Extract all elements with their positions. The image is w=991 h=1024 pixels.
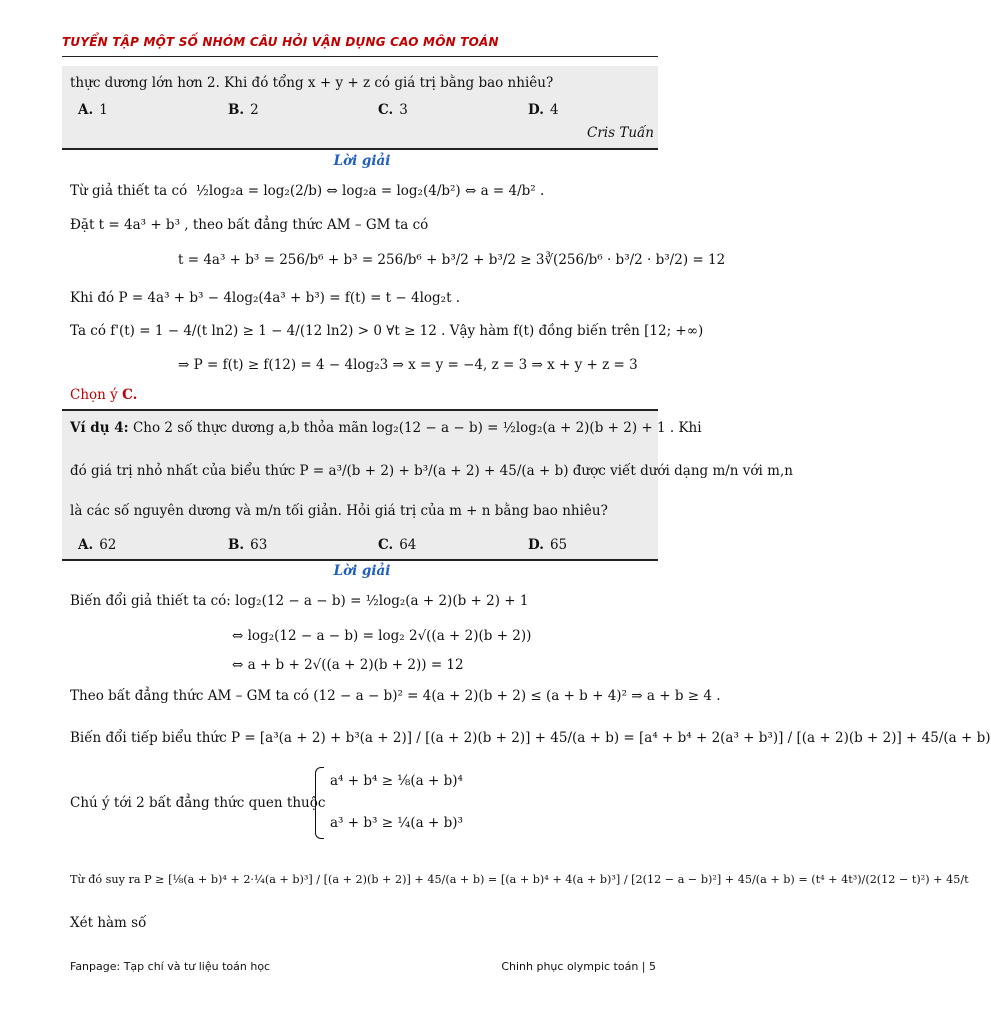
sol4-line-2: ⇔ log₂(12 − a − b) = log₂ 2√((a + 2)(b + 2)) (232, 628, 532, 644)
q4-line-2: đó giá trị nhỏ nhất của biểu thức P = a³/(b + 2) + b³/(a + 2) + 45/(a + b) được viết dưới dạng m/n với m,n (70, 463, 793, 479)
q4-option-c: C. 64 (378, 537, 417, 553)
sol3-line-1: Từ giả thiết ta có ½log₂a = log₂(2/b) ⇔ log₂a = log₂(4/b²) ⇔ a = 4/b² . (70, 183, 545, 199)
sol4-line-8: Xét hàm số (70, 915, 147, 931)
q4-option-b: B. 63 (228, 537, 268, 553)
sol4-line-1: Biến đổi giả thiết ta có: log₂(12 − a − b) = ½log₂(a + 2)(b + 2) + 1 (70, 593, 529, 609)
sol3-line-4: Khi đó P = 4a³ + b³ − 4log₂(4a³ + b³) = f(t) = t − 4log₂t . (70, 290, 461, 306)
solution-3-heading: Lời giải (333, 153, 391, 169)
sol3-line-2: Đặt t = 4a³ + b³ , theo bất đẳng thức AM – GM ta có (70, 217, 429, 233)
q4-line-1: Ví dụ 4: Cho 2 số thực dương a,b thỏa mãn log₂(12 − a − b) = ½log₂(a + 2)(b + 2) + 1 . Khi (70, 420, 702, 436)
page-header-title: TUYỂN TẬP MỘT SỐ NHÓM CÂU HỎI VẬN DỤNG CAO MÔN TOÁN (62, 35, 499, 49)
q4-option-a: A. 62 (78, 537, 117, 553)
sol4-line-5: Biến đổi tiếp biểu thức P = [a³(a + 2) + b³(a + 2)] / [(a + 2)(b + 2)] + 45/(a + b) = [a⁴ + b⁴ + 2(a³ + b³)] / [(a + 2)(b + 2)] + 45/(a + b) (70, 730, 991, 746)
sol4-line-7: Từ đó suy ra P ≥ [⅛(a + b)⁴ + 2·¼(a + b)³] / [(a + 2)(b + 2)] + 45/(a + b) = [(a + b)⁴ + 4(a + b)³] / [2(12 − a − b)²] + 45/(a + b) = (t⁴ + 4t³)/(2(12 − t)²) + 45/t (70, 873, 969, 886)
sol3-answer: Chọn ý C. (70, 387, 138, 403)
sol3-line-6: ⇒ P = f(t) ≥ f(12) = 4 − 4log₂3 ⇒ x = y = −4, z = 3 ⇒ x + y + z = 3 (178, 357, 638, 373)
system-brace (315, 767, 324, 839)
sol4-line-4: Theo bất đẳng thức AM – GM ta có (12 − a − b)² = 4(a + 2)(b + 2) ≤ (a + b + 4)² ⇒ a + b ≥ 4 . (70, 688, 721, 704)
q4-line-3: là các số nguyên dương và m/n tối giản. Hỏi giá trị của m + n bằng bao nhiêu? (70, 503, 608, 519)
inequality-2: a³ + b³ ≥ ¼(a + b)³ (330, 815, 463, 831)
question-3-text: thực dương lớn hơn 2. Khi đó tổng x + y + z có giá trị bằng bao nhiêu? (70, 75, 554, 91)
q3-option-d: D. 4 (528, 102, 559, 118)
inequality-1: a⁴ + b⁴ ≥ ⅛(a + b)⁴ (330, 773, 463, 789)
q3-option-b: B. 2 (228, 102, 259, 118)
q3-option-c: C. 3 (378, 102, 408, 118)
sol3-line-3: t = 4a³ + b³ = 256/b⁶ + b³ = 256/b⁶ + b³/2 + b³/2 ≥ 3∛(256/b⁶ · b³/2 · b³/2) = 12 (178, 252, 726, 268)
q3-author: Cris Tuấn (587, 125, 654, 141)
footer-fanpage: Fanpage: Tạp chí và tư liệu toán học (70, 960, 271, 973)
solution-4-heading: Lời giải (333, 563, 391, 579)
header-divider (62, 56, 658, 57)
footer-page-info: Chinh phục olympic toán | 5 (501, 960, 656, 973)
q4-option-d: D. 65 (528, 537, 568, 553)
sol3-line-5: Ta có f'(t) = 1 − 4/(t ln2) ≥ 1 − 4/(12 ln2) > 0 ∀t ≥ 12 . Vậy hàm f(t) đồng biến trên [12; +∞) (70, 323, 704, 339)
sol4-line-3: ⇔ a + b + 2√((a + 2)(b + 2)) = 12 (232, 657, 464, 673)
sol4-line-6: Chú ý tới 2 bất đẳng thức quen thuộc (70, 795, 326, 811)
q3-option-a: A. 1 (78, 102, 108, 118)
